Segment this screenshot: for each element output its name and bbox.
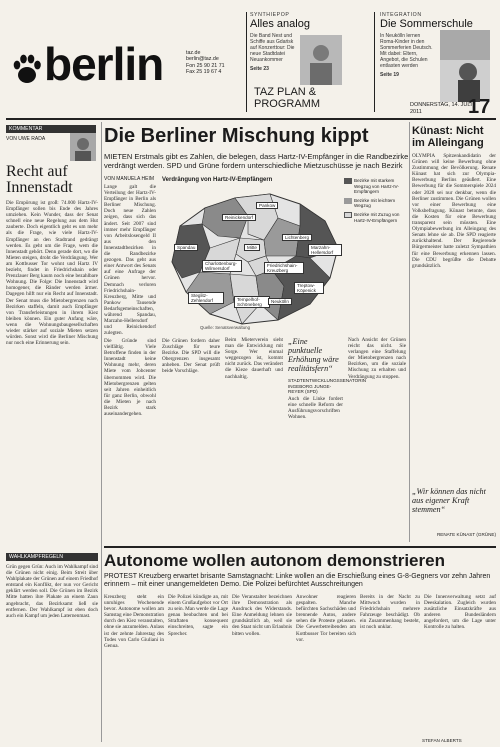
legend-label: Bezirke mit starkem Wegzug von Hartz-IV-Empfängern — [354, 178, 399, 195]
page-number: 17 — [468, 96, 491, 118]
commentary-body: Die Empörung ist groß: 74.000 Hartz-IV-Empfänger sollen bis Ende des Jahres umziehen. Kein Wunder, dass der Senat schnell eine neue Regelung aus dem Hut zauberte. Doch eigentlich geht es um mehr als die Frage, wie viele Hartz-IV-Empfänger an den Stadtrand gedrängt werden. Es geht um die Frage, wem die Innenstadt gehört. Denn gerade dort, wo die Mieten steigen, droht die Verdrängung. Wer am Kottbusser Tor wohnt und Hartz IV bezieht, findet in Friedrichshain oder Prenzlauer Berg kaum noch eine bezahlbare Wohnung. Die Folge: Die Innenstadt wird homogener, die Ränder werden ärmer. Dagegen hilft nur ein Recht auf Innenstadt. Der Senat muss die Mietobergrenzen nach Bezirken staffeln, damit auch Empfänger von Transferleistungen in ihrem Kiez bleiben können. Ein guter Anfang wäre, wenn die Wohnungsbaugesellschaften wieder stärker auf soziale Mieten setzen würden. Sonst wird die Berliner Mischung nur noch eine Erinnerung sein. — [6, 200, 98, 347]
district-label: Steglitz-Zehlendorf — [188, 292, 224, 304]
author: RENATE KÜNAST (GRÜNE) — [436, 532, 496, 537]
district-label: Neukölln — [268, 298, 292, 305]
legend-swatch — [344, 198, 352, 204]
article-column: Die Veranstalter bezeichnen ihre Demonstration als Ausdruck des Widerstands. Eine Anmeldung lehnen sie grundsätzlich ab, weil sie den Staat nicht um Erlaubnis bitten wollen. — [232, 594, 292, 637]
district-label: Charlottenburg-Wilmersdorf — [202, 260, 242, 272]
article-column: Anwohner reagieren gespalten. Manche befürchten Sachschäden und brennende Autos, andere sehen die Proteste gelassen. Die Gewerbetreibenden am Kottbusser Tor bereiten sich vor. — [296, 594, 356, 643]
masthead-logo: berlin — [44, 38, 164, 90]
promo-text: Die Band Nest und Schiffe aus Gdańsk auf Konzerttour: Die neue Stadtdatei Neuankommer — [250, 33, 295, 63]
right-body: OLYMPIA Spitzenkandidatin der Grünen will keine Bewerbung ohne Zustimmung der Bevölkerung. Renate Künast hat sich zur Olympia-Bewerbung Berlins geäußert. Eine Bewerbung für die Sommerspiele 2024 oder 2028 sei nur denkbar, wenn die Berliner zustimmen. Die Grünen wollen vor einer Bewerbung eine Volksbefragung. Künast betonte, dass die Kosten für eine Bewerbung transparent sein müssten. Eine Olympiabewerbung im Alleingang des Senats lehne sie ab. Die SPD reagierte zurückhaltend. Der Regierende Bürgermeister hatte zuletzt Sympathien für eine Bewerbung erkennen lassen. Die CDU begrüßte die Debatte grundsätzlich. — [412, 153, 496, 269]
wahlkampf-body: Grün gegen Grün: Auch im Wahlkampf sind die Grünen nicht einig. Beim Streit über Wahlplakate der Grünen auf einem Friedhof entstand ein Konflikt, der nun vor Gericht geklärt werden soll. Die Grünen im Bezirk Mitte hatten ihre Plakate an einem Zaun angebracht, das Bezirksamt ließ sie entfernen. Der Wahlkampf ist eben doch auch ein Kampf um jeden Laternenmast. — [6, 564, 98, 619]
contact-block — [186, 50, 242, 76]
section-rule — [104, 546, 496, 548]
date-line: DONNERSTAG, 14. JULI 2011 — [410, 102, 472, 115]
contact-line: taz.de — [186, 50, 201, 56]
author-photo — [70, 133, 96, 161]
legend-swatch — [344, 178, 352, 184]
section-label: KOMMENTAR — [6, 125, 96, 133]
divider — [246, 12, 247, 112]
contact-line: Fax 25 19 67 4 — [186, 69, 222, 76]
article-column: Lange galt die Verteilung der Hartz-IV-Empfänger in Berlin als Berliner Mischung. Doch neue Zahlen zeigen, dass sich das ändert. Seit 2007 sind immer mehr Empfänger von Arbeitslosengeld II aus den Innenstadtbezirken in die Randbezirke gezogen. Das geht aus einer Antwort des Senats auf eine Anfrage der Grünen hervor. Demnach verloren Friedrichshain-Kreuzberg, Mitte und Pankow Tausende Bedarfsgemeinschaften, während Spandau, Marzahn-Hellersdorf und Reinickendorf zulegten. — [104, 184, 156, 337]
article-column: Die Gründe sind vielfältig. Viele Betroffene finden in der Innenstadt keine Wohnung mehr, deren Miete vom Jobcenter übernommen wird. Die Mietobergrenzen gelten seit Jahren einheitlich für ganz Berlin, obwohl die Mieten je nach Bezirk stark auseinandergehen. — [104, 338, 156, 418]
district-label: Marzahn-Hellersdorf — [308, 244, 342, 256]
promo-photo — [300, 35, 342, 85]
article-column: Die Polizei kündigte an, mit einem Großaufgebot vor Ort zu sein. Man werde die Lage genau beobachten und bei Straftaten konsequent einschreiten, sagte ein Sprecher. — [168, 594, 228, 637]
contact-line: berlin@taz.de — [186, 56, 219, 63]
district-label: Mitte — [244, 244, 260, 251]
map-legend — [344, 178, 406, 223]
divider — [374, 12, 375, 112]
district-label: Spandau — [174, 244, 198, 251]
district-label: Pankow — [256, 202, 278, 209]
legend-label: Bezirke mit leichtem Wegzug — [354, 197, 396, 209]
article-column: Nach Ansicht der Grünen reicht das nicht. Sie verlangen eine Staffelung der Mietobergrenzen nach Bezirken, um die soziale Mischung zu erhalten und Verdrängung zu stoppen. — [348, 337, 406, 380]
column-divider — [409, 122, 410, 542]
right-headline: Künast: Nicht im Alleingang — [412, 125, 484, 149]
article-column: Die Grünen fordern daher Zuschläge für teure Bezirke. Die SPD will die Obergrenzen insgesamt anheben. Der Senat prüft beide Vorschläge. — [162, 338, 220, 375]
article-column: Beim Mieterverein sieht man die Entwicklung mit Sorge. Wer einmal weggezogen ist, kommt nicht zurück. Das verändert die Kieze dauerhaft und nachhaltig. — [225, 337, 283, 380]
promo-text: In Neukölln lernen Roma-Kinder in den Sommerferien Deutsch. Mit dabei: Eltern, Angebot, die Schulen entlasten werden — [380, 33, 433, 69]
column-divider — [101, 122, 102, 742]
legend-label: Bezirke mit Zuzug von Hartz-IV-Empfängern — [354, 211, 400, 223]
article-column: Die Innenverwaltung setzt auf Deeskalation. Zugleich wurden zusätzliche Einsatzkräfte aus anderen Bundesländern angefordert, um die Lage unter Kontrolle zu halten. — [424, 594, 496, 631]
commentary-headline: Recht auf Innenstadt — [6, 163, 73, 196]
article-column: Auch die Linke fordert eine schnelle Reform der Ausführungsvorschriften Wohnen. — [288, 396, 343, 421]
promo-headline: Alles analog — [250, 18, 310, 30]
legend-item — [344, 198, 406, 209]
author: STEFAN ALBERTS — [422, 738, 462, 743]
taz-plan-title: TAZ PLAN & PROGRAMM — [254, 86, 320, 110]
byline: VON MANUELA HEIM — [104, 176, 155, 182]
pull-quote-source: STADTENTWICKLUNGSSENATORIN INGEBORG JUNGE-REYER (SPD) — [288, 378, 367, 395]
lower-deck: PROTEST Kreuzberg erwartet brisante Samstagnacht: Linke wollen an die Erschießung eines G-8-Gegners vor zehn Jahren erinnern – mit einer unangemeldeten Demo. Die Polizei befürchtet Ausschreitungen — [104, 573, 491, 589]
legend-swatch — [344, 212, 352, 218]
lower-headline: Autonome wollen autonom demonstrieren — [104, 551, 445, 570]
promo-kicker: INTEGRATION — [380, 12, 422, 18]
map-source: Quelle: Senatsverwaltung — [200, 325, 251, 330]
district-label: Friedrichshain-Kreuzberg — [264, 262, 304, 274]
article-column: Kreuzberg steht ein unruhiges Wochenende bevor. Autonome wollen am Samstag eine Demonstration durch den Kiez veranstalten, ohne sie anzumelden. Anlass ist der zehnte Jahrestag des Todes von Carlo Giuliani in Genua. — [104, 594, 164, 649]
district-label: Lichtenberg — [282, 234, 312, 241]
promo-page-ref: Seite 23 — [250, 66, 269, 72]
promo-photo — [440, 30, 490, 102]
paw-logo-icon — [10, 52, 44, 86]
main-deck: MIETEN Erstmals gibt es Zahlen, die belegen, dass Hartz-IV-Empfänger in die Randbezirke verdrängt werden. SPD und Grüne fordern unterschiedliche Mietzuschüsse je nach Bezirk — [104, 152, 409, 170]
district-label: Treptow-Köpenick — [294, 282, 324, 294]
promo-headline: Die Sommerschule — [380, 18, 473, 30]
district-label: Tempelhof-Schöneberg — [234, 296, 270, 308]
legend-item — [344, 178, 406, 195]
section-label: WAHLKAMPFREGELN — [6, 553, 98, 561]
article-column: Bereits in der Nacht zu Mittwoch wurden in Friedrichshain mehrere Fahrzeuge beschädigt. Ob ein Zusammenhang besteht, ist noch unklar. — [360, 594, 420, 631]
main-headline: Die Berliner Mischung kippt — [104, 125, 369, 147]
promo-kicker: SYNTHIEPOP — [250, 12, 290, 18]
legend-item — [344, 212, 406, 223]
contact-line: Fon 25 90 21 71 — [186, 62, 225, 69]
district-label: Reinickendorf — [222, 214, 256, 221]
map-title: Verdrängung von Hartz-IV-Empfängern — [162, 177, 273, 183]
pull-quote: „Eine punktuelle Erhöhung wäre realitätsfern“ — [288, 337, 339, 373]
pull-quote: „Wir können das nicht aus eigener Kraft stemmen“ — [412, 487, 486, 514]
byline: VON UWE RADA — [6, 136, 46, 142]
promo-page-ref: Seite 19 — [380, 72, 399, 78]
district-map — [160, 186, 345, 332]
masthead-rule — [6, 118, 496, 120]
